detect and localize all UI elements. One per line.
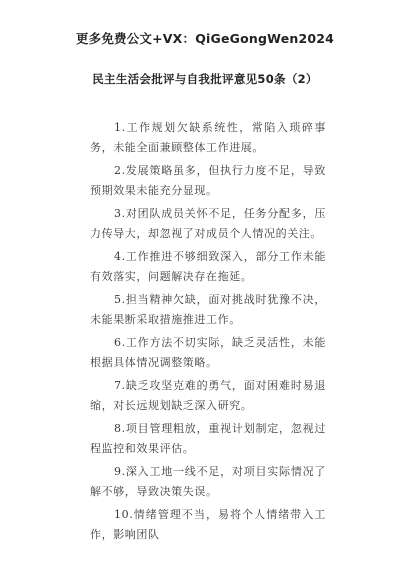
- promo-header: 更多免费公文+VX：QiGeGongWen2024: [75, 31, 335, 46]
- list-item: 6.工作方法不切实际，缺乏灵活性，未能根据具体情况调整策略。: [90, 336, 326, 369]
- list-item: 8.项目管理粗放，重视计划制定，忽视过程监控和效果评估。: [90, 422, 326, 455]
- list-item: 3.对团队成员关怀不足，任务分配多，压力传导大，却忽视了对成员个人情况的关注。: [90, 207, 326, 240]
- document-title: 民主生活会批评与自我批评意见50条（2）: [92, 72, 318, 86]
- list-item: 10.情绪管理不当，易将个人情绪带入工作，影响团队: [90, 508, 326, 541]
- list-item: 1.工作规划欠缺系统性，常陷入琐碎事务，未能全面兼顾整体工作进展。: [90, 121, 326, 154]
- list-item: 5.担当精神欠缺，面对挑战时犹豫不决，未能果断采取措施推进工作。: [90, 293, 326, 326]
- list-item: 7.缺乏攻坚克难的勇气，面对困难时易退缩，对长远规划缺乏深入研究。: [90, 379, 326, 412]
- list-item: 9.深入工地一线不足，对项目实际情况了解不够，导致决策失误。: [90, 465, 326, 498]
- opinion-list: [90, 118, 326, 548]
- list-item: 4.工作推进不够细致深入，部分工作未能有效落实，问题解决存在拖延。: [90, 250, 326, 283]
- list-item: 2.发展策略虽多，但执行力度不足，导致预期效果未能充分显现。: [90, 164, 326, 197]
